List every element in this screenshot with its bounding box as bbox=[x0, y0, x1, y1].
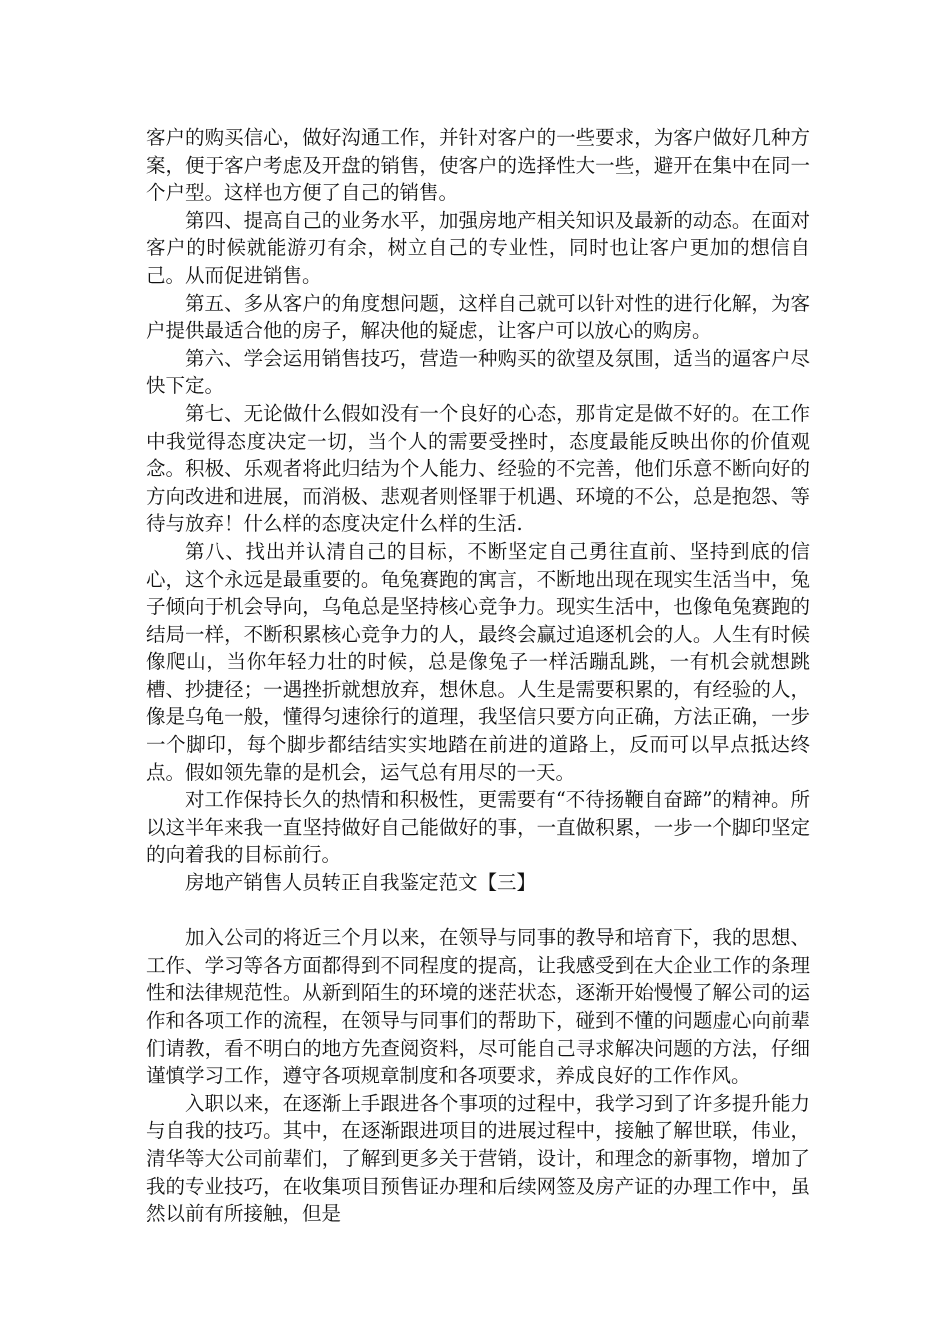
document-page bbox=[146, 124, 810, 1228]
blank-line bbox=[146, 897, 810, 925]
section-heading: 房地产销售人员转正自我鉴定范文【三】 bbox=[185, 871, 537, 895]
paragraph-point-four: 第四、提高自己的业务水平，加强房地产相关知识及最新的动态。在面对客户的时候就能游刃有余，树立自己的专业性，同时也让客户更加的想信自己。从而促进销售。 bbox=[146, 208, 810, 287]
paragraph-joining-company: 加入公司的将近三个月以来，在领导与同事的教导和培育下，我的思想、工作、学习等各方面都得到不同程度的提高，让我感受到在大企业工作的条理性和法律规范性。从新到陌生的环境的迷茫状态，逐渐开始慢慢了解公司的运作和各项工作的流程，在领导与同事们的帮助下，碰到不懂的问题虚心向前辈们请教，看不明白的地方先查阅资料，尽可能自己寻求解决问题的方法，仔细谨慎学习工作，遵守各项规章制度和各项要求，养成良好的工作作风。 bbox=[146, 926, 810, 1088]
paragraph-point-eight: 第八、找出并认清自己的目标，不断坚定自己勇往直前、坚持到底的信心，这个永远是最重要的。龟兔赛跑的寓言，不断地出现在现实生活当中，兔子倾向于机会导向，乌龟总是坚持核心竞争力。现实生活中，也像龟兔赛跑的结局一样，不断积累核心竞争力的人，最终会赢过追逐机会的人。人生有时候像爬山，当你年轻力壮的时候，总是像兔子一样活蹦乱跳，一有机会就想跳槽、抄捷径；一遇挫折就想放弃，想休息。人生是需要积累的，有经验的人，像是乌龟一般，懂得匀速徐行的道理，我坚信只要方向正确，方法正确，一步一个脚印，每个脚步都结结实实地踏在前进的道路上，反而可以早点抵达终点。假如领先靠的是机会，运气总有用尽的一天。 bbox=[146, 539, 810, 784]
paragraph-work-attitude: 对工作保持长久的热情和积极性，更需要有“不待扬鞭自奋蹄”的精神。所以这半年来我一直坚持做好自己能做好的事，一直做积累，一步一个脚印坚定的向着我的目标前行。 bbox=[146, 788, 810, 867]
paragraph-continuation: 客户的购买信心，做好沟通工作，并针对客户的一些要求，为客户做好几种方案，便于客户考虑及开盘的销售，使客户的选择性大一些，避开在集中在同一个户型。这样也方便了自己的销售。 bbox=[146, 126, 810, 205]
paragraph-point-seven: 第七、无论做什么假如没有一个良好的心态，那肯定是做不好的。在工作中我觉得态度决定一切，当个人的需要受挫时，态度最能反映出你的价值观念。积极、乐观者将此归结为个人能力、经验的不完善，他们乐意不断向好的方向改进和进展，而消极、悲观者则怪罪于机遇、环境的不公，总是抱怨、等待与放弃！什么样的态度决定什么样的生活. bbox=[146, 401, 810, 536]
paragraph-point-six: 第六、学会运用销售技巧，营造一种购买的欲望及氛围，适当的逼客户尽快下定。 bbox=[146, 346, 810, 398]
paragraph-since-onboarding: 入职以来，在逐渐上手跟进各个事项的过程中，我学习到了许多提升能力与自我的技巧。其中，在逐渐跟进项目的进展过程中，接触了解世联，伟业，清华等大公司前辈们，了解到更多关于营销，设计，和理念的新事物，增加了我的专业技巧，在收集项目预售证办理和后续网签及房产证的办理工作中，虽然以前有所接触，但是 bbox=[146, 1091, 810, 1226]
paragraph-point-five: 第五、多从客户的角度想问题，这样自己就可以针对性的进行化解，为客户提供最适合他的房子，解决他的疑虑，让客户可以放心的购房。 bbox=[146, 291, 810, 343]
